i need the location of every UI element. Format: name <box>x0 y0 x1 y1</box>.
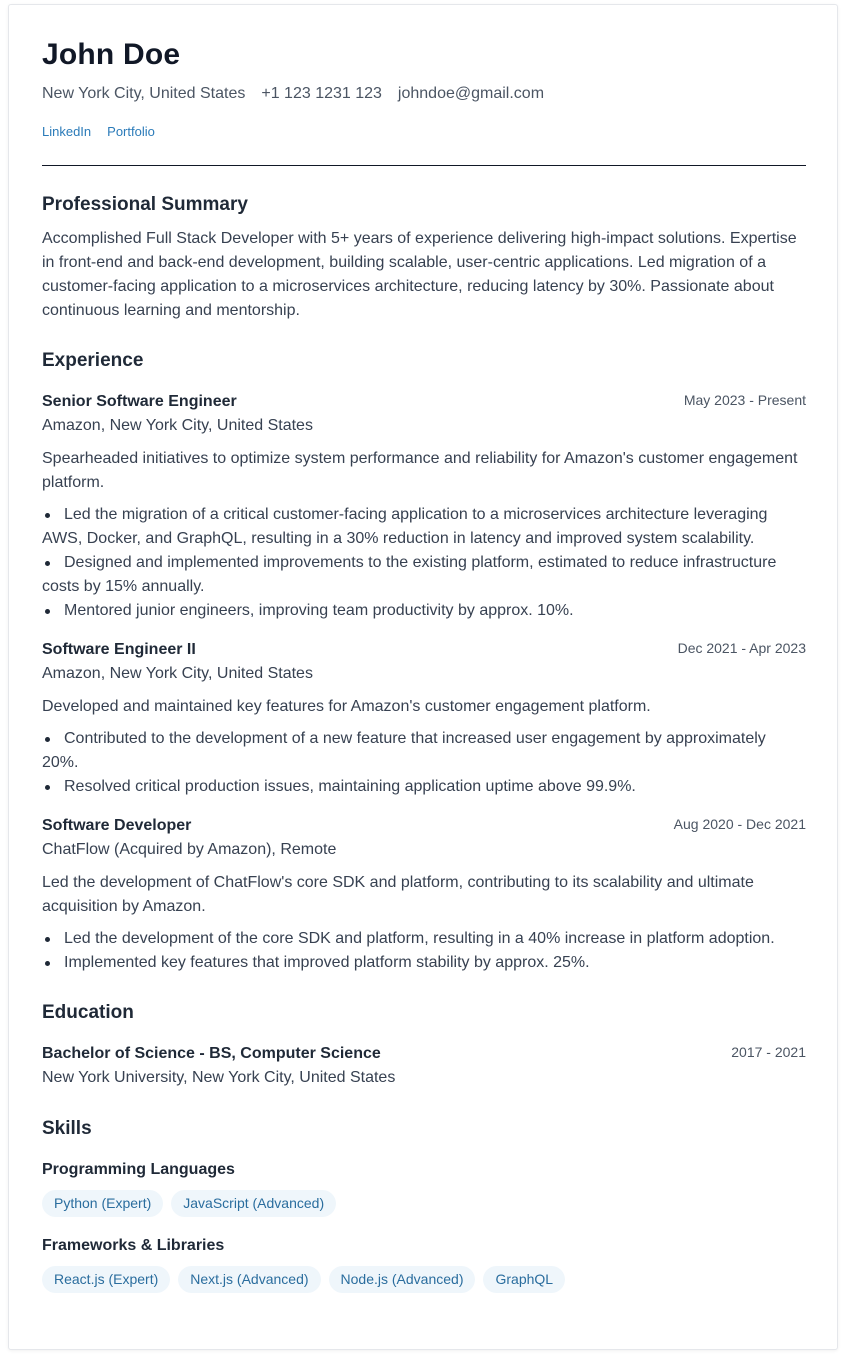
job-organization: ChatFlow (Acquired by Amazon), Remote <box>42 841 337 858</box>
job-organization: Amazon, New York City, United States <box>42 417 313 434</box>
job-description: Spearheaded initiatives to optimize system performance and reliability for Amazon's customer engagement platform. <box>42 450 798 491</box>
skill-chip: React.js (Expert) <box>42 1266 170 1293</box>
contact-line <box>42 85 560 103</box>
job-description: Led the development of ChatFlow's core SDK and platform, contributing to its scalability and ultimate acquisition by Amazon. <box>42 874 754 915</box>
header-divider <box>42 165 806 166</box>
job-organization: Amazon, New York City, United States <box>42 665 313 682</box>
job-bullets <box>42 927 806 975</box>
list-item: Mentored junior engineers, improving team productivity by approx. 10%. <box>42 599 806 623</box>
job-title: Software Developer <box>42 817 192 834</box>
linkedin-link[interactable]: LinkedIn <box>42 124 92 139</box>
list-item: Implemented key features that improved platform stability by approx. 25%. <box>42 951 806 975</box>
skill-chip: Python (Expert) <box>42 1190 163 1217</box>
profile-links <box>42 124 171 139</box>
job-title: Software Engineer II <box>42 641 196 658</box>
job-bullets <box>42 727 806 799</box>
phone-text: +1 123 1231 123 <box>261 85 382 102</box>
school-name: New York University, New York City, United States <box>42 1069 396 1086</box>
email-text: johndoe@gmail.com <box>397 85 545 102</box>
education-dates: 2017 - 2021 <box>731 1044 806 1060</box>
skills-heading: Skills <box>42 1118 92 1139</box>
skill-category: Programming Languages <box>42 1161 235 1178</box>
job-bullets <box>42 503 806 623</box>
candidate-name: John Doe <box>42 38 181 71</box>
job-dates: Dec 2021 - Apr 2023 <box>677 640 806 656</box>
education-heading: Education <box>42 1002 134 1023</box>
summary-heading: Professional Summary <box>42 194 248 215</box>
skill-chip: JavaScript (Advanced) <box>171 1190 336 1217</box>
job-title: Senior Software Engineer <box>42 393 237 410</box>
list-item: Led the migration of a critical customer-facing application to a microservices architecture leveraging AWS, Docker, and GraphQL, resulting in a 30% reduction in latency and improved system scalability. <box>42 503 806 551</box>
skill-chips <box>42 1266 565 1293</box>
portfolio-link[interactable]: Portfolio <box>107 124 155 139</box>
degree-title: Bachelor of Science - BS, Computer Science <box>42 1045 381 1062</box>
resume-page <box>8 4 838 1350</box>
skill-category: Frameworks & Libraries <box>42 1237 225 1254</box>
skill-chip: Node.js (Advanced) <box>329 1266 476 1293</box>
job-dates: May 2023 - Present <box>683 392 806 408</box>
location-text: New York City, United States <box>42 85 246 102</box>
list-item: Designed and implemented improvements to the existing platform, estimated to reduce infrastructure costs by 15% annually. <box>42 551 806 599</box>
job-description: Developed and maintained key features for Amazon's customer engagement platform. <box>42 698 651 715</box>
skill-chips <box>42 1190 336 1217</box>
summary-text: Accomplished Full Stack Developer with 5+ years of experience delivering high-impact solutions. Expertise in front-end and back-end development, building scalable, user-centric applications. Led migration of a customer-facing application to a microservices architecture, reducing latency by 30%. Passionate about continuous learning and mentorship. <box>42 230 797 319</box>
list-item: Led the development of the core SDK and platform, resulting in a 40% increase in platform adoption. <box>42 927 806 951</box>
list-item: Resolved critical production issues, maintaining application uptime above 99.9%. <box>42 775 806 799</box>
list-item: Contributed to the development of a new feature that increased user engagement by approximately 20%. <box>42 727 806 775</box>
experience-heading: Experience <box>42 350 144 371</box>
skill-chip: GraphQL <box>483 1266 565 1293</box>
job-dates: Aug 2020 - Dec 2021 <box>673 816 806 832</box>
skill-chip: Next.js (Advanced) <box>178 1266 320 1293</box>
